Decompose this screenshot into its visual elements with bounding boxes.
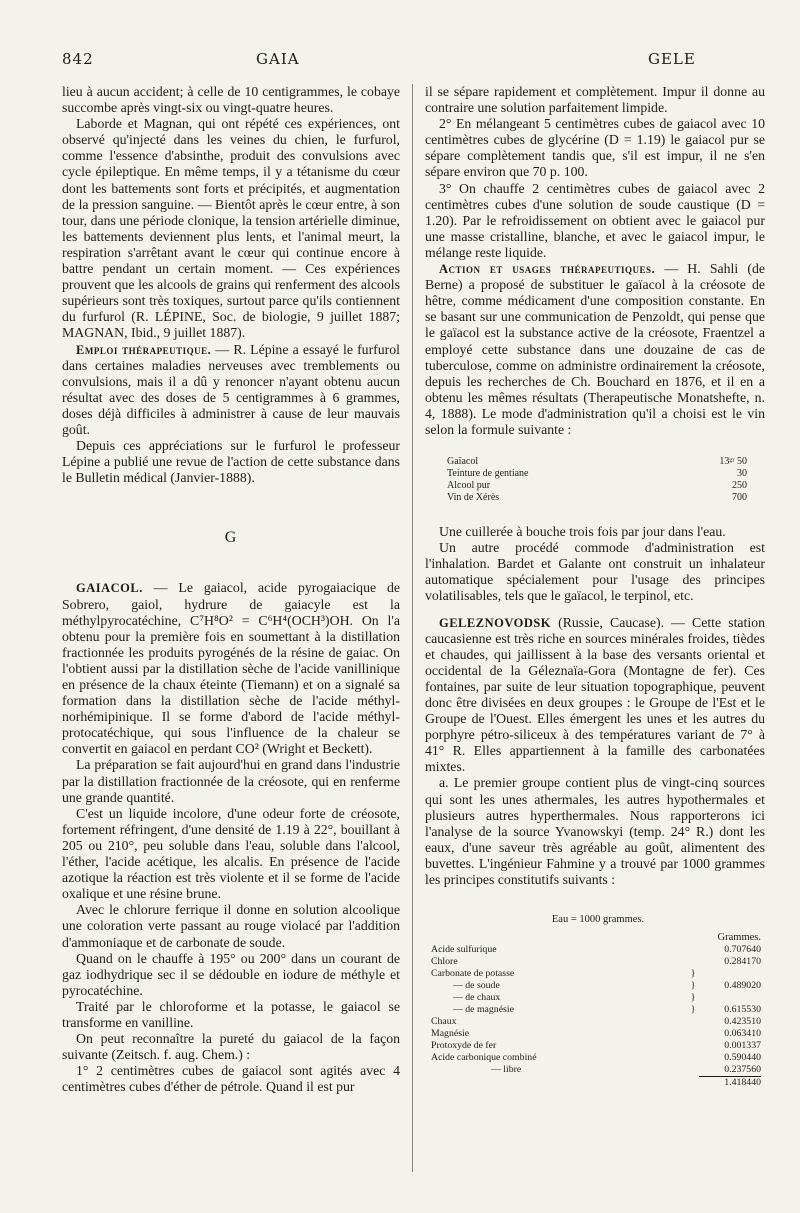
formula-ingredient: Teinture de gentiane (447, 468, 529, 480)
table-row (431, 944, 761, 956)
formula-amount: 250 (732, 480, 747, 492)
paragraph: Un autre procédé commode d'administration est l'inhalation. Bardet et Galante ont construit un inhalateur automatique spécialement pour l'usage des principes volatilisables, tels que le gaïacol, le terpinol, etc. (425, 540, 765, 604)
table-row (431, 1040, 761, 1052)
constituent: Carbonate de potasse (431, 968, 515, 980)
total-row (431, 1077, 761, 1090)
running-head-left: GAIA (256, 50, 300, 68)
constituent: Chaux (431, 1016, 457, 1028)
formula-row (447, 456, 747, 468)
water-table (431, 944, 761, 1089)
section-letter: G (224, 529, 238, 547)
paragraph: Quand on le chauffe à 195° ou 200° dans un courant de gaz iodhydrique sec il se dédouble en iodure de méthyle et pyrocatéchine. (62, 950, 400, 998)
constituent: Magnésie (431, 1028, 470, 1040)
constituent: Chlore (431, 956, 458, 968)
formula-amount: 13ᵍʳ 50 (719, 456, 747, 468)
entry-heading: GELEZNOVODSK (439, 615, 552, 630)
table-row (431, 1064, 761, 1077)
amount: 0.237560 (724, 1064, 761, 1076)
entry-geleznovodsk (425, 615, 765, 776)
subsection-heading: Action et usages thérapeutiques. (439, 262, 656, 277)
paragraph: Laborde et Magnan, qui ont répété ces expériences, ont observé qu'injecté dans les veines du chien, le furfurol, comme l'essence d'absinthe, produit des convulsions avec cycle épileptique. En même temps, il y a tétanisme du cœur dont les battements sont forts et précipités, et augmentation de la pression sanguine. — Bientôt après le cœur entre, à son tour, dans une période clonique, la tension artérielle diminue, les battements deviennent plus lents, et l'animal meurt, la respiration s'arrêtant avant le cœur qui continue encore à battre pendant un certain moment. — Ces expériences prouvent que les alcools de grains qui renferment des alcools supérieurs sont très toxiques, surtout parce qu'ils contiennent du furfurol (R. LÉPINE, Soc. de biologie, 9 juillet 1887; MAGNAN, Ibid., 9 juillet 1887). (62, 116, 400, 341)
water-caption: Eau = 1000 grammes. (551, 914, 645, 926)
subsection-heading: Emploi thérapeutique. (76, 342, 212, 357)
amount: 0.063410 (724, 1028, 761, 1040)
table-row (431, 1016, 761, 1028)
water-analysis (431, 914, 765, 1089)
table-row (431, 1028, 761, 1040)
constituent: Acide carbonique combiné (431, 1052, 537, 1064)
paragraph-action (425, 261, 765, 438)
constituent: — de chaux (453, 992, 501, 1004)
paragraph: lieu à aucun accident; à celle de 10 centigrammes, le cobaye succombe après vingt-six ou vingt-quatre heures. (62, 84, 400, 116)
table-row (431, 956, 761, 968)
constituent: — de soude (453, 980, 500, 992)
paragraph: 1° 2 centimètres cubes de gaiacol sont agités avec 4 centimètres cubes d'éther de pétrole. Quand il est pur (62, 1063, 400, 1095)
table-row: — de chaux } (431, 992, 761, 1004)
amount: 0.615530 (724, 1004, 761, 1016)
paragraph-emploi (62, 342, 400, 439)
amount: 0.489020 (724, 980, 761, 992)
page-header (56, 50, 744, 72)
amount (699, 968, 761, 980)
amount: 0.423510 (724, 1016, 761, 1028)
paragraph: Une cuillerée à bouche trois fois par jour dans l'eau. (439, 524, 726, 540)
paragraph: a. Le premier groupe contient plus de vingt-cinq sources qui sont les unes athermales, les autres hypothermales et plusieurs autres hyperthermales. Nous rapporterons ici l'analyse de la source Yvanowskyi (temp. 24° R.) dont les eaux, d'une saveur très agréable au goût, alimentent des buvettes. L'ingénieur Fahmine y a trouvé par 1000 grammes les principes constitutifs suivants : (425, 775, 765, 888)
paragraph-text: — Le gaiacol, acide pyrogaiacique de Sobrero, gaiol, hydrure de gaiacyle est la méthylpyrocatéchine, C⁷H⁸O² = C⁶H⁴(OCH³)OH. On l'a obtenu pour la première fois en soumettant à la distillation fractionnée les produits pyrogénés de la résine de gaiac. On l'obtient aussi par la distillation sèche de l'acide vanillinique en présence de la chaux éteinte (Tiemann) et on a signalé sa formation dans la distillation sèche de l'acide méthyl-norhémipinique. Il se forme d'abord de l'acide méthyl-protocatéchique, qui sous l'influence de la chaleur se convertit en gaiacol en perdant CO² (Wright et Beckett). (62, 580, 400, 757)
paragraph: 3° On chauffe 2 centimètres cubes de gaiacol avec 2 centimètres cubes d'une solution de soude caustique (D = 1.20). Par le refroidissement on obtient avec le gaiacol pur une masse cristalline, blanche, et avec le gaiacol impur, le mélange reste liquide. (425, 180, 765, 260)
paragraph: On peut reconnaître la pureté du gaiacol de la façon suivante (Zeitsch. f. aug. Chem.) : (62, 1031, 400, 1063)
constituent: Protoxyde de fer (431, 1040, 497, 1052)
paragraph: La préparation se fait aujourd'hui en grand dans l'industrie par la distillation fractionnée de la créosote, qui en renferme une grande quantité. (62, 757, 400, 805)
running-head-right: GELE (648, 50, 696, 68)
table-row: — de soude } 0.489020 (431, 980, 761, 992)
amount: 0.707640 (724, 944, 761, 956)
constituent: Acide sulfurique (431, 944, 497, 956)
formula-amount: 30 (737, 468, 747, 480)
formula-row (447, 480, 747, 492)
paragraph-text: — R. Lépine a essayé le furfurol dans certaines maladies nerveuses avec tremblements ou convulsions, mais il a dû y renoncer n'ayant obtenu aucun résultat avec des doses de 5 centigrammes à 6 grammes, doses déjà difficiles à administrer à cause de leur mauvais goût. (62, 341, 400, 437)
paragraph: C'est un liquide incolore, d'une odeur forte de créosote, fortement réfringent, d'une densité de 1.19 à 22°, bouillant à 205 ou 210°, peu soluble dans l'eau, soluble dans l'alcool, l'éther, l'acide acétique, les alcalis. En présence de l'acide azotique la réaction est très violente et il se forme de l'acide oxalique et une résine brune. (62, 805, 400, 902)
paragraph: Traité par le chloroforme et la potasse, le gaiacol se transforme en vanilline. (62, 998, 400, 1030)
table-row: Carbonate de potasse } (431, 968, 761, 980)
entry-heading: GAIACOL. (76, 581, 143, 596)
formula-row (447, 468, 747, 480)
formula-amount: 700 (732, 492, 747, 504)
constituent: — de magnésie (453, 1004, 514, 1016)
formula-ingredient: Vin de Xérès (447, 492, 500, 504)
paragraph: Depuis ces appréciations sur le furfurol le professeur Lépine a publié une revue de l'action de cette substance dans le Bulletin médical (Janvier-1888). (62, 438, 400, 486)
paragraph: Avec le chlorure ferrique il donne en solution alcoolique une coloration verte passant au rouge violacé par l'addition d'ammoniaque et de carbonate de soude. (62, 902, 400, 950)
table-row (431, 1052, 761, 1064)
amount: 0.284170 (724, 956, 761, 968)
formula-ingredient: Gaïacol (447, 456, 479, 468)
water-unit: Grammes. (717, 932, 761, 944)
amount: 0.590440 (724, 1052, 761, 1064)
amount: 0.001337 (724, 1040, 761, 1052)
left-column (62, 84, 400, 1095)
table-row: — de magnésie } 0.615530 (431, 1004, 761, 1016)
paragraph: il se sépare rapidement et complètement. Impur il donne au contraire une solution parfaitement limpide. (425, 84, 765, 116)
column-divider (412, 84, 413, 1172)
right-column (425, 84, 765, 1089)
constituent: — libre (491, 1064, 522, 1076)
total-amount: 1.418440 (699, 1077, 761, 1090)
formula-table (447, 456, 747, 504)
formula-ingredient: Alcool pur (447, 480, 491, 492)
page-number: 842 (62, 50, 94, 68)
amount (699, 992, 761, 1004)
formula-row (447, 492, 747, 504)
entry-gaiacol (62, 580, 400, 757)
paragraph-text: (Russie, Caucase). — Cette station caucasienne est très riche en sources minérales froides, tièdes et chaudes, qui jaillissent à la base des versants oriental et occidental de la Géleznaïa-Gora (Montagne de fer). Ces fontaines, par suite de leur situation topographique, peuvent donc être divisées en deux groupes : le Groupe de l'Est et le Groupe de l'Ouest. Elles émergent les unes et les autres du porphyre pétro-siliceux à des températures variant de 7° à 41° R. Elles appartiennent à la famille des carbonatées mixtes. (425, 614, 765, 775)
paragraph-text: — H. Sahli (de Berne) a proposé de substituer le gaïacol à la créosote de hêtre, comme médicament d'une composition constante. En se basant sur une communication de Penzoldt, qui pense que le gaïacol est la substance active de la créosote, Fraentzel a employé cette substance dans une douzaine de cas de tuberculose, comme on administre ordinairement la créosote, depuis les recherches de Ch. Bouchard en 1876, et il en a obtenu les mêmes résultats (Therapeutische Monatshefte, n. 4, 1888). Le mode d'administration qu'il a choisi est le vin selon la formule suivante : (425, 261, 765, 437)
paragraph: 2° En mélangeant 5 centimètres cubes de gaiacol avec 10 centimètres cubes de glycérine (D = 1.19) le gaiacol pur se sépare complètement tandis que, s'il est impur, il ne s'en sépare environ que 70 p. 100. (425, 116, 765, 180)
